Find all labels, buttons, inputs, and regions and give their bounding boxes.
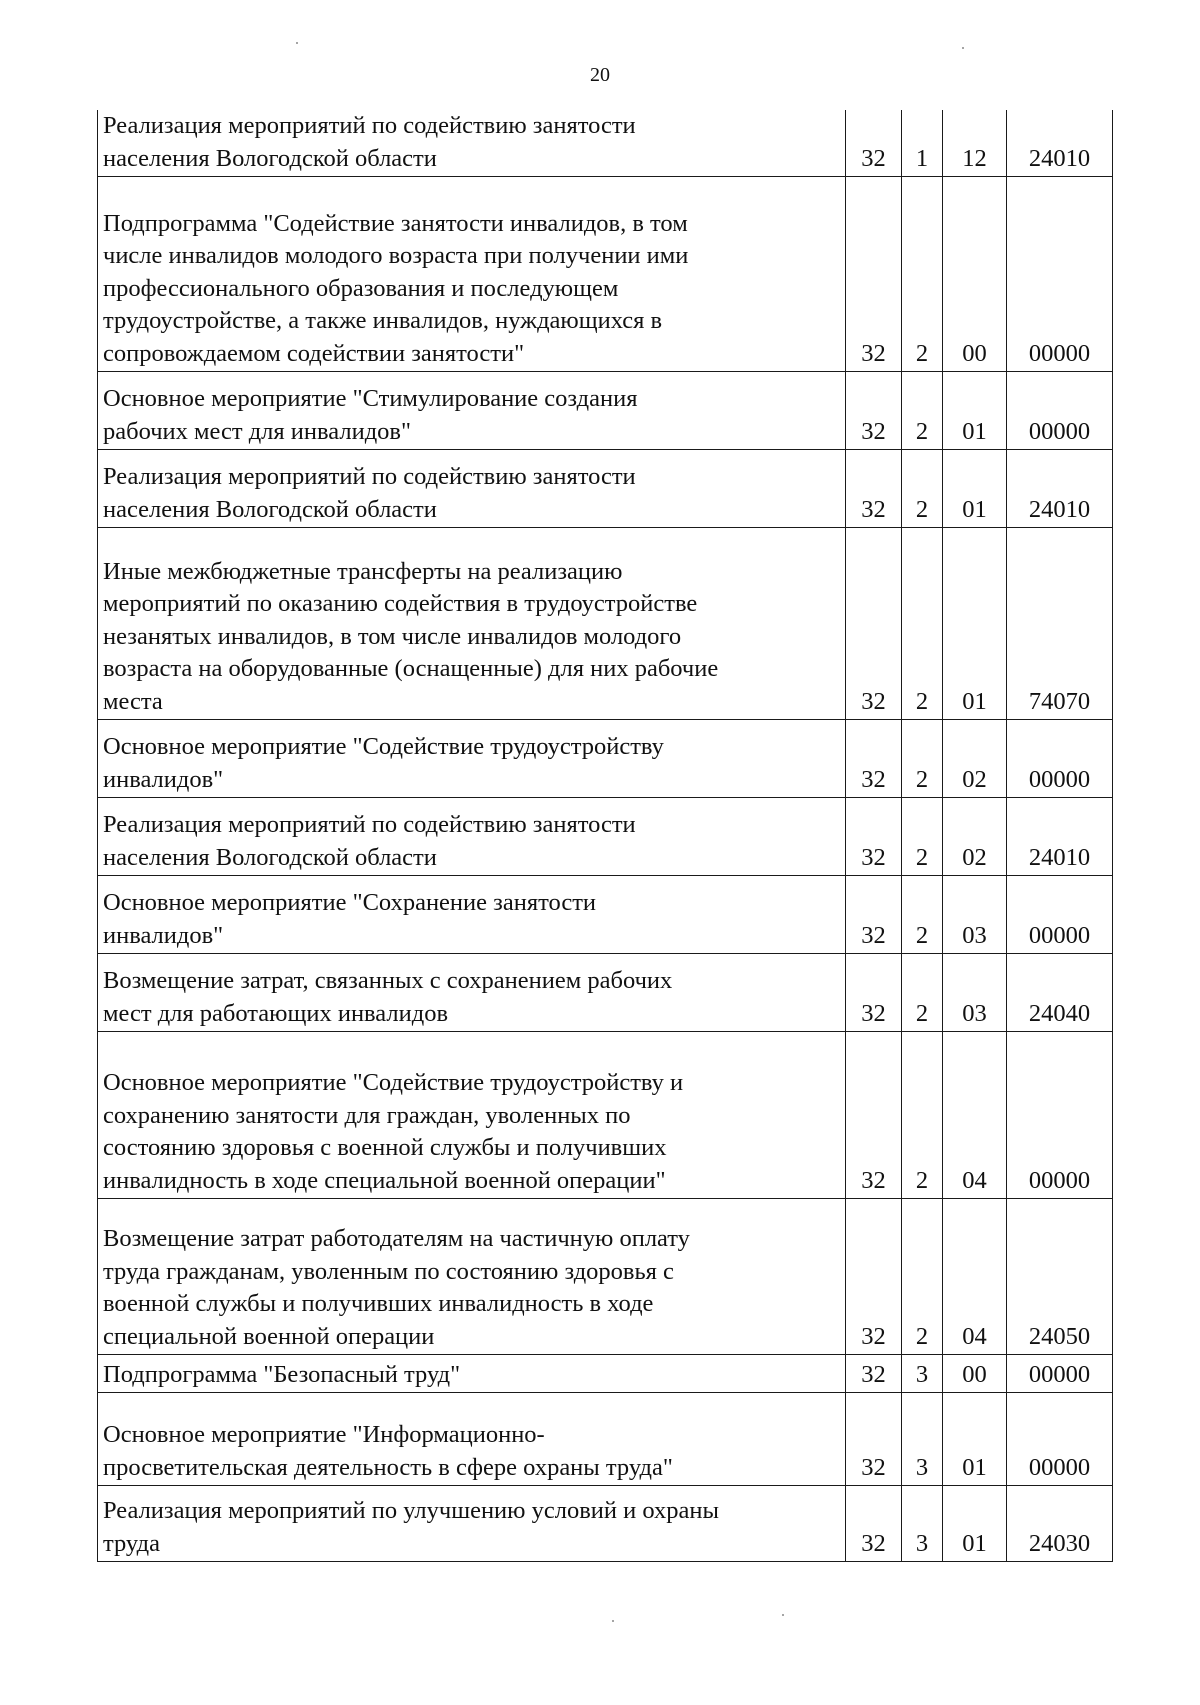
row-name: Основное мероприятие "Сохранение занятости инвалидов" — [98, 876, 846, 954]
code-measure: 04 — [943, 1199, 1007, 1355]
code-program: 32 — [846, 110, 902, 177]
code-program: 32 — [846, 450, 902, 528]
code-subprogram: 2 — [902, 177, 943, 372]
code-direction: 00000 — [1007, 372, 1113, 450]
table-row — [98, 177, 1113, 372]
row-name: Реализация мероприятий по содействию занятости населения Вологодской области — [98, 110, 846, 177]
table-row — [98, 720, 1113, 798]
code-measure: 01 — [943, 528, 1007, 720]
code-measure: 01 — [943, 372, 1007, 450]
code-program: 32 — [846, 372, 902, 450]
code-measure: 01 — [943, 450, 1007, 528]
code-measure: 00 — [943, 177, 1007, 372]
classification-table — [97, 110, 1113, 1562]
row-name: Реализация мероприятий по улучшению условий и охраны труда — [98, 1486, 846, 1562]
code-direction: 24030 — [1007, 1486, 1113, 1562]
code-measure: 03 — [943, 954, 1007, 1032]
row-name: Основное мероприятие "Информационно- просветительская деятельность в сфере охраны труда" — [98, 1393, 846, 1486]
code-direction: 00000 — [1007, 1393, 1113, 1486]
row-name: Подпрограмма "Содействие занятости инвалидов, в том числе инвалидов молодого возраста при получении ими профессионального образования и последующем трудоустройстве, а также инвалидов, нуждающихся в сопровождаемом содействии занятости" — [98, 177, 846, 372]
code-program: 32 — [846, 720, 902, 798]
scan-speck — [296, 42, 298, 44]
code-program: 32 — [846, 1393, 902, 1486]
code-measure: 04 — [943, 1032, 1007, 1199]
code-direction: 00000 — [1007, 177, 1113, 372]
table-row — [98, 1486, 1113, 1562]
code-direction: 24050 — [1007, 1199, 1113, 1355]
table-row — [98, 798, 1113, 876]
table-row — [98, 528, 1113, 720]
code-measure: 00 — [943, 1355, 1007, 1393]
row-name: Возмещение затрат работодателям на частичную оплату труда гражданам, уволенным по состоянию здоровья с военной службы и получивших инвалидность в ходе специальной военной операции — [98, 1199, 846, 1355]
table-row — [98, 1199, 1113, 1355]
code-subprogram: 2 — [902, 528, 943, 720]
scan-speck — [962, 47, 964, 49]
table-row — [98, 876, 1113, 954]
row-name: Иные межбюджетные трансферты на реализацию мероприятий по оказанию содействия в трудоустройстве незанятых инвалидов, в том числе инвалидов молодого возраста на оборудованные (оснащенные) для них рабочие места — [98, 528, 846, 720]
code-subprogram: 2 — [902, 372, 943, 450]
row-name: Подпрограмма "Безопасный труд" — [98, 1355, 846, 1393]
code-program: 32 — [846, 798, 902, 876]
code-subprogram: 3 — [902, 1393, 943, 1486]
code-subprogram: 2 — [902, 798, 943, 876]
code-program: 32 — [846, 1355, 902, 1393]
table-row — [98, 1393, 1113, 1486]
code-measure: 12 — [943, 110, 1007, 177]
code-direction: 00000 — [1007, 876, 1113, 954]
code-direction: 24010 — [1007, 110, 1113, 177]
code-direction: 00000 — [1007, 720, 1113, 798]
code-subprogram: 1 — [902, 110, 943, 177]
table-row — [98, 372, 1113, 450]
code-subprogram: 2 — [902, 1032, 943, 1199]
table-row — [98, 1355, 1113, 1393]
code-subprogram: 3 — [902, 1355, 943, 1393]
scan-speck — [782, 1614, 784, 1616]
code-direction: 24010 — [1007, 798, 1113, 876]
code-direction: 00000 — [1007, 1032, 1113, 1199]
code-program: 32 — [846, 1199, 902, 1355]
code-subprogram: 3 — [902, 1486, 943, 1562]
table-row — [98, 954, 1113, 1032]
code-measure: 03 — [943, 876, 1007, 954]
code-subprogram: 2 — [902, 1199, 943, 1355]
code-program: 32 — [846, 876, 902, 954]
code-program: 32 — [846, 954, 902, 1032]
code-measure: 02 — [943, 798, 1007, 876]
code-program: 32 — [846, 177, 902, 372]
table-row — [98, 1032, 1113, 1199]
row-name: Возмещение затрат, связанных с сохранением рабочих мест для работающих инвалидов — [98, 954, 846, 1032]
row-name: Основное мероприятие "Содействие трудоустройству инвалидов" — [98, 720, 846, 798]
page-number: 20 — [590, 64, 610, 86]
code-direction: 00000 — [1007, 1355, 1113, 1393]
code-program: 32 — [846, 1486, 902, 1562]
code-measure: 02 — [943, 720, 1007, 798]
code-measure: 01 — [943, 1486, 1007, 1562]
code-program: 32 — [846, 528, 902, 720]
code-subprogram: 2 — [902, 720, 943, 798]
code-measure: 01 — [943, 1393, 1007, 1486]
code-subprogram: 2 — [902, 876, 943, 954]
row-name: Основное мероприятие "Содействие трудоустройству и сохранению занятости для граждан, уволенных по состоянию здоровья с военной службы и получивших инвалидность в ходе специальной военной операции" — [98, 1032, 846, 1199]
code-direction: 24010 — [1007, 450, 1113, 528]
code-subprogram: 2 — [902, 954, 943, 1032]
row-name: Реализация мероприятий по содействию занятости населения Вологодской области — [98, 798, 846, 876]
row-name: Основное мероприятие "Стимулирование создания рабочих мест для инвалидов" — [98, 372, 846, 450]
code-direction: 74070 — [1007, 528, 1113, 720]
table-row — [98, 110, 1113, 177]
table-row — [98, 450, 1113, 528]
scan-speck — [612, 1620, 614, 1622]
code-subprogram: 2 — [902, 450, 943, 528]
classification-table-wrap — [97, 110, 1112, 1562]
code-program: 32 — [846, 1032, 902, 1199]
code-direction: 24040 — [1007, 954, 1113, 1032]
row-name: Реализация мероприятий по содействию занятости населения Вологодской области — [98, 450, 846, 528]
